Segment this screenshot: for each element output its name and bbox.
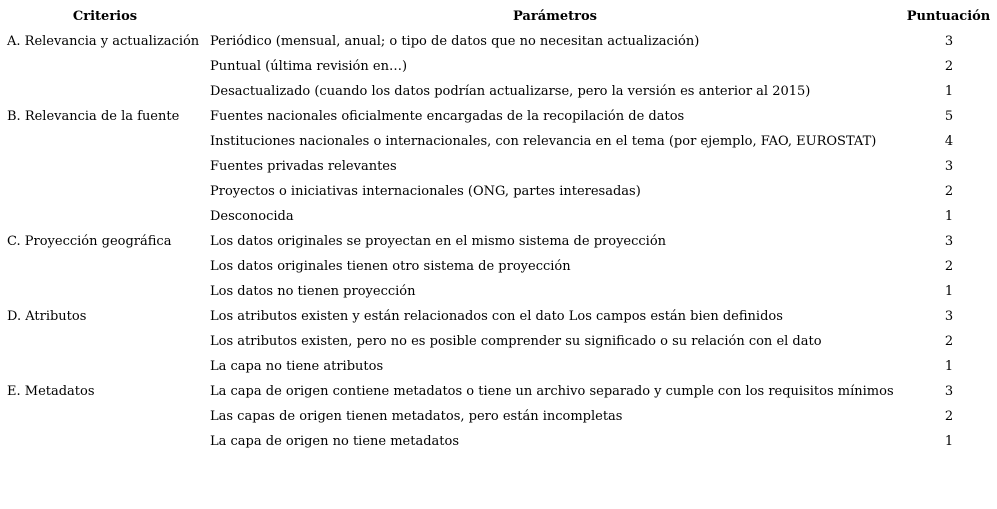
- table-row: [0, 154, 997, 179]
- parametro-cell: Fuentes privadas relevantes: [210, 159, 397, 174]
- table-row: [0, 29, 997, 54]
- criteria-table: [0, 5, 997, 454]
- criterio-cell: E. Metadatos: [7, 384, 95, 399]
- table-row: [0, 329, 997, 354]
- table-row: [0, 104, 997, 129]
- table-header: [0, 5, 997, 29]
- parametro-cell: Los datos originales se proyectan en el mismo sistema de proyección: [210, 234, 667, 249]
- table-row: [0, 429, 997, 454]
- puntuacion-cell: 1: [944, 359, 954, 374]
- criterio-cell: A. Relevancia y actualización: [7, 34, 200, 49]
- header-parametros: Parámetros: [513, 9, 597, 24]
- puntuacion-cell: 1: [944, 209, 954, 224]
- table-row: [0, 179, 997, 204]
- header-puntuacion: Puntuación: [906, 9, 991, 24]
- parametro-cell: Los datos originales tienen otro sistema de proyección: [210, 259, 571, 274]
- parametro-cell: Periódico (mensual, anual; o tipo de datos que no necesitan actualización): [210, 34, 700, 49]
- parametro-cell: La capa de origen no tiene metadatos: [210, 434, 460, 449]
- puntuacion-cell: 1: [944, 284, 954, 299]
- puntuacion-cell: 3: [944, 384, 954, 399]
- parametro-cell: La capa no tiene atributos: [210, 359, 384, 374]
- table-row: [0, 229, 997, 254]
- puntuacion-cell: 4: [944, 134, 954, 149]
- header-criterios: Criterios: [72, 9, 138, 24]
- puntuacion-cell: 2: [944, 184, 954, 199]
- puntuacion-cell: 2: [944, 334, 954, 349]
- table-row: [0, 204, 997, 229]
- parametro-cell: Los atributos existen, pero no es posible comprender su significado o su relación con el dato: [210, 334, 822, 349]
- table-row: [0, 129, 997, 154]
- parametro-cell: Desactualizado (cuando los datos podrían actualizarse, pero la versión es anterior al 2015): [210, 84, 811, 99]
- puntuacion-cell: 2: [944, 59, 954, 74]
- puntuacion-cell: 1: [944, 434, 954, 449]
- criterio-cell: B. Relevancia de la fuente: [7, 109, 180, 124]
- parametro-cell: Desconocida: [210, 209, 294, 224]
- parametro-cell: Proyectos o iniciativas internacionales (ONG, partes interesadas): [210, 184, 641, 199]
- parametro-cell: Instituciones nacionales o internacionales, con relevancia en el tema (por ejemplo, FAO, EUROSTAT): [210, 134, 877, 149]
- puntuacion-cell: 2: [944, 409, 954, 424]
- criterio-cell: C. Proyección geográfica: [7, 234, 172, 249]
- puntuacion-cell: 3: [944, 159, 954, 174]
- parametro-cell: Los atributos existen y están relacionados con el dato Los campos están bien definidos: [210, 309, 783, 324]
- table-row: [0, 404, 997, 429]
- table-row: [0, 354, 997, 379]
- parametro-cell: La capa de origen contiene metadatos o tiene un archivo separado y cumple con los requisitos mínimos: [210, 384, 894, 399]
- puntuacion-cell: 3: [944, 34, 954, 49]
- table-row: [0, 79, 997, 104]
- parametro-cell: Puntual (última revisión en…): [210, 59, 408, 74]
- criterio-cell: D. Atributos: [7, 309, 87, 324]
- table-row: [0, 379, 997, 404]
- table-row: [0, 254, 997, 279]
- parametro-cell: Las capas de origen tienen metadatos, pero están incompletas: [210, 409, 623, 424]
- puntuacion-cell: 3: [944, 309, 954, 324]
- table-row: [0, 54, 997, 79]
- puntuacion-cell: 3: [944, 234, 954, 249]
- puntuacion-cell: 1: [944, 84, 954, 99]
- parametro-cell: Los datos no tienen proyección: [210, 284, 416, 299]
- table-row: [0, 304, 997, 329]
- puntuacion-cell: 2: [944, 259, 954, 274]
- puntuacion-cell: 5: [944, 109, 954, 124]
- table-row: [0, 279, 997, 304]
- parametro-cell: Fuentes nacionales oficialmente encargadas de la recopilación de datos: [210, 109, 685, 124]
